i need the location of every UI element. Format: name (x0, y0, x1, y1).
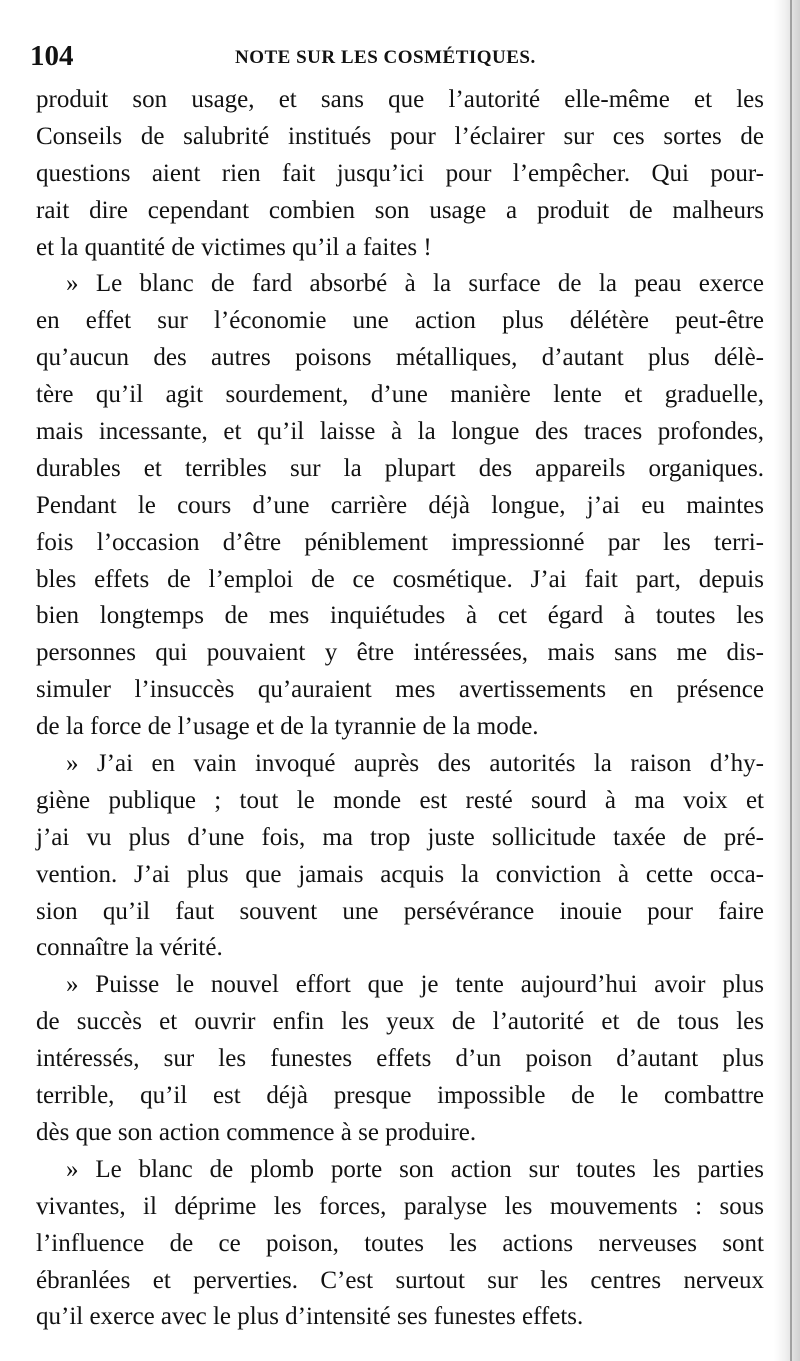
running-title: NOTE SUR LES COSMÉTIQUES. (235, 47, 536, 68)
text-line: dès que son action commence à se produire. (36, 1118, 477, 1146)
page-edge-line (790, 0, 792, 1361)
text-line: questions aient rien fait jusqu’ici pour l’empêcher. Qui pour- (36, 159, 764, 187)
text-line: ébranlées et perverties. C’est surtout sur les centres nerveux (36, 1266, 764, 1294)
text-line: qu’aucun des autres poisons métalliques, d’autant plus délè- (36, 344, 764, 372)
text-line: intéressés, sur les funestes effets d’un poison d’autant plus (36, 1045, 764, 1073)
text-line: rait dire cependant combien son usage a produit de malheurs (36, 196, 764, 224)
paragraph-start-line: » Puisse le nouvel effort que je tente aujourd’hui avoir plus (66, 971, 764, 999)
text-line: Pendant le cours d’une carrière déjà longue, j’ai eu maintes (36, 491, 764, 519)
text-line: sion qu’il faut souvent une persévérance inouie pour faire (36, 897, 764, 925)
text-line: connaître la vérité. (36, 934, 223, 962)
body-text (36, 82, 764, 1336)
text-line: durables et terribles sur la plupart des appareils organiques. (36, 454, 764, 482)
paragraph-start-line: » Le blanc de plomb porte son action sur toutes les parties (66, 1155, 764, 1183)
text-line: bles effets de l’emploi de ce cosmétique. J’ai fait part, depuis (36, 565, 764, 593)
text-line: personnes qui pouvaient y être intéressées, mais sans me dis- (36, 639, 764, 667)
page-edge-shadow (774, 0, 800, 1361)
text-line: et la quantité de victimes qu’il a faites ! (36, 233, 432, 261)
text-line: terrible, qu’il est déjà presque impossible de le combattre (36, 1082, 764, 1110)
paragraph-start-line: » Le blanc de fard absorbé à la surface de la peau exerce (66, 270, 764, 298)
text-line: de succès et ouvrir enfin les yeux de l’autorité et de tous les (36, 1008, 764, 1036)
text-line: giène publique ; tout le monde est resté sourd à ma voix et (36, 786, 764, 814)
text-line: bien longtemps de mes inquiétudes à cet égard à toutes les (36, 602, 764, 630)
text-line: vention. J’ai plus que jamais acquis la conviction à cette occa- (36, 860, 764, 888)
text-line: mais incessante, et qu’il laisse à la longue des traces profondes, (36, 418, 764, 446)
text-line: tère qu’il agit sourdement, d’une manière lente et graduelle, (36, 381, 764, 409)
text-line: en effet sur l’économie une action plus délétère peut-être (36, 307, 764, 335)
paragraph-start-line: » J’ai en vain invoqué auprès des autorités la raison d’hy- (66, 750, 764, 778)
text-line: vivantes, il déprime les forces, paralyse les mouvements : sous (36, 1192, 764, 1220)
text-line: produit son usage, et sans que l’autorité elle-même et les (36, 86, 764, 113)
text-line: de la force de l’usage et de la tyrannie de la mode. (36, 713, 539, 741)
text-line: fois l’occasion d’être péniblement impressionné par les terri- (36, 528, 764, 556)
text-line: Conseils de salubrité institués pour l’éclairer sur ces sortes de (36, 122, 764, 150)
text-line: l’influence de ce poison, toutes les actions nerveuses sont (36, 1229, 764, 1257)
page-header (30, 40, 772, 74)
text-line: simuler l’insuccès qu’auraient mes avertissements en présence (36, 676, 764, 704)
text-line: j’ai vu plus d’une fois, ma trop juste sollicitude taxée de pré- (36, 823, 764, 851)
page-number: 104 (30, 40, 74, 72)
text-line: qu’il exerce avec le plus d’intensité ses funestes effets. (36, 1303, 584, 1331)
